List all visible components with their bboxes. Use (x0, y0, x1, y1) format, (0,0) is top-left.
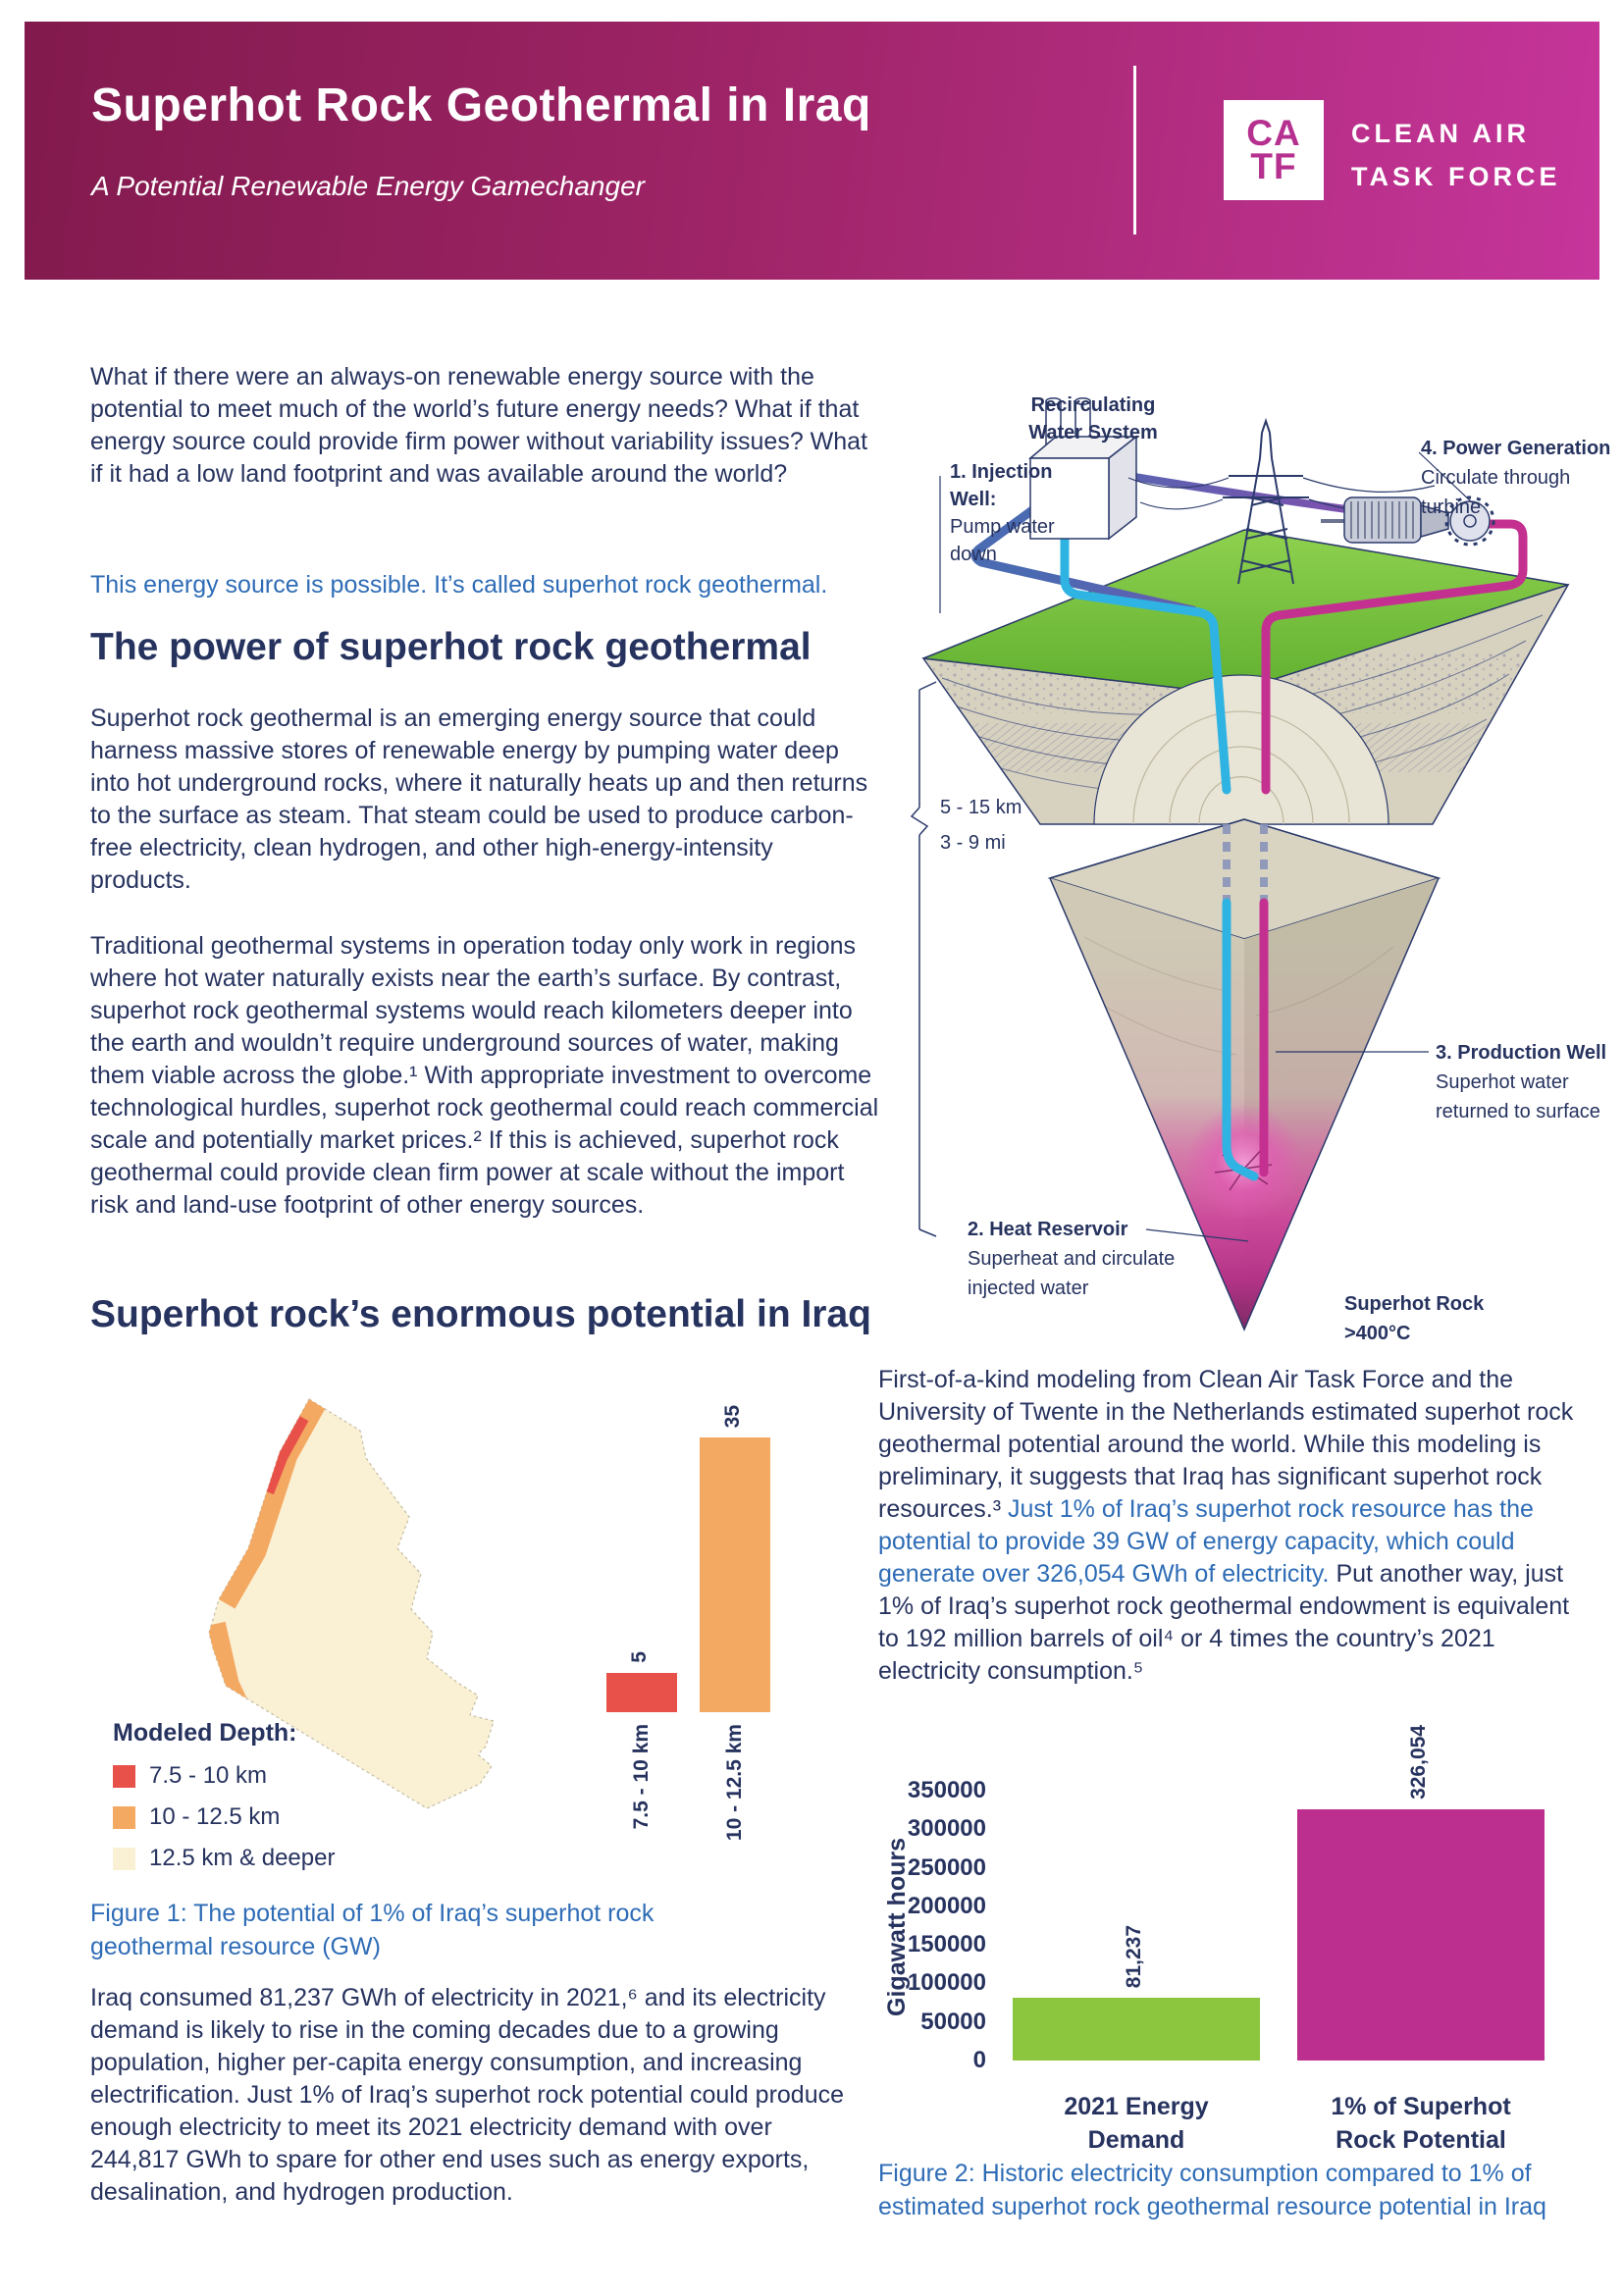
catf-logo-name (1351, 112, 1561, 198)
label-heat-3: injected water (968, 1278, 1089, 1299)
label-power-1: 4. Power Generation (1421, 438, 1611, 459)
category-line: Rock Potential (1336, 2126, 1506, 2154)
y-tick-label: 100000 (907, 1969, 986, 1997)
label-superhot-rock-1: Superhot Rock (1344, 1293, 1485, 1315)
fracture-zone (1187, 1106, 1301, 1220)
figure1-legend-title: Modeled Depth: (113, 1719, 297, 1747)
label-injection-2: Well: (950, 489, 997, 510)
label-heat-1: 2. Heat Reservoir (968, 1219, 1128, 1240)
label-injection-3: Pump water (950, 516, 1055, 538)
bar-value: 35 (721, 1404, 744, 1428)
y-tick-label: 250000 (907, 1853, 986, 1881)
section2-paragraph (878, 1364, 1575, 1688)
y-tick-label: 200000 (907, 1892, 986, 1919)
category-line: Demand (1087, 2126, 1185, 2154)
label-production-1: 3. Production Well (1436, 1042, 1607, 1064)
legend-swatch-cream (113, 1848, 135, 1870)
label-power-3: turbine (1421, 496, 1482, 518)
bar-value: 326,054 (1407, 1724, 1430, 1800)
figure2-y-ticks (878, 1777, 986, 2073)
section2-para-part3: Put another way, just 1% of Iraq’s superhot rock geothermal endowment is equivalent to 192 million barrels of oil⁴ or 4 times the country’s 2021 electricity consumption.⁵ (878, 1560, 1570, 1685)
y-tick-label: 0 (972, 2047, 986, 2073)
bar-value: 5 (628, 1651, 651, 1663)
section2-para-part1: First-of-a-kind modeling from Clean Air Task Force and the University of Twente in the Netherlands estimated superhot rock geothermal potential around the world. While this modeling is preliminary, it suggests that Iraq has significant superhot rock resources.³ (878, 1366, 1574, 1523)
legend-swatch-orange (113, 1806, 135, 1829)
legend-item-deeper (113, 1847, 335, 1870)
header-divider (1133, 66, 1136, 235)
depth-scale (912, 682, 936, 1236)
catf-logo-mark-line2: TF (1250, 146, 1297, 186)
catf-name-line1: CLEAN AIR (1351, 119, 1530, 148)
y-tick-label: 150000 (907, 1931, 986, 1958)
label-depth-mi: 3 - 9 mi (940, 832, 1006, 854)
section1-para1: Superhot rock geothermal is an emerging energy source that could harness massive stores of renewable energy by pumping water deep into hot underground rocks, where it naturally heats up and then returns to the surface as steam. That steam could be used to produce carbon-free electricity, clean hydrogen, and other high-energy-intensity products. (90, 704, 868, 894)
figure1-x-label-2: 10 - 12.5 km (723, 1724, 746, 1842)
bar-value: 81,237 (1123, 1924, 1145, 1989)
catf-logo (1224, 100, 1324, 200)
y-tick-label: 300000 (907, 1815, 986, 1843)
page-title: Superhot Rock Geothermal in Iraq (91, 79, 871, 131)
section3-paragraph: Iraq consumed 81,237 GWh of electricity in 2021,⁶ and its electricity demand is likely to rise in the coming decades due to a growing population, higher per-capita energy consumption, and increasing electrification. Just 1% of Iraq’s superhot rock potential could produce enough electricity to meet its 2021 electricity demand with over 244,817 GWh to spare for other end uses such as energy exports, desalination, and hydrogen production. (90, 1984, 845, 2206)
figure2-y-axis-label: Gigawatt hours (883, 1838, 911, 2016)
label-injection-4: down (950, 544, 997, 565)
legend-item-75-10 (113, 1764, 267, 1788)
figure1-caption: Figure 1: The potential of 1% of Iraq’s superhot rock geothermal resource (GW) (90, 1900, 655, 1960)
bar-fill-green (1013, 1998, 1260, 2061)
legend-item-10-125 (113, 1805, 280, 1829)
legend-label: 12.5 km & deeper (149, 1845, 336, 1871)
figure2-caption: Figure 2: Historic electricity consumption compared to 1% of estimated superhot rock geothermal resource potential in Iraq (878, 2160, 1546, 2220)
bar-fill-orange (700, 1437, 770, 1712)
section2-para-highlight: Just 1% of Iraq’s superhot rock resource has the potential to provide 39 GW of energy capacity, which could generate over 326,054 GWh of electricity. (878, 1495, 1534, 1588)
bar-fill-magenta (1297, 1809, 1545, 2061)
label-power-2: Circulate through (1421, 467, 1571, 489)
header-banner (25, 22, 1599, 280)
catf-name-line2: TASK FORCE (1351, 162, 1561, 191)
bar-fill-red (606, 1673, 677, 1712)
y-tick-label: 50000 (920, 2008, 986, 2035)
catf-logo-mark-line1: CA (1246, 112, 1301, 153)
label-depth-km: 5 - 15 km (940, 797, 1022, 818)
label-injection-1: 1. Injection (950, 461, 1053, 483)
figure2-category-1 (1013, 2090, 1260, 2157)
section1-heading: The power of superhot rock geothermal (90, 626, 812, 668)
figure1-bar-chart (589, 1404, 785, 1712)
label-recirculating-2: Water System (1028, 422, 1158, 444)
legend-label: 7.5 - 10 km (149, 1762, 268, 1789)
legend-label: 10 - 12.5 km (149, 1803, 281, 1830)
y-tick-label: 350000 (907, 1777, 986, 1803)
geothermal-diagram (883, 329, 1624, 1349)
figure2-bar-chart (996, 1724, 1545, 2061)
intro-paragraph: What if there were an always-on renewable energy source with the potential to meet much of the world’s future energy needs? What if that energy source could provide firm power without variability issues? What if it had a low land footprint and was available around the world? (90, 363, 868, 488)
label-production-2: Superhot water (1436, 1071, 1569, 1093)
category-line: 1% of Superhot (1331, 2093, 1511, 2120)
intro-highlight: This energy source is possible. It’s called superhot rock geothermal. (90, 571, 828, 599)
legend-swatch-red (113, 1765, 135, 1788)
label-production-3: returned to surface (1436, 1101, 1600, 1122)
label-heat-2: Superheat and circulate (968, 1248, 1176, 1270)
section1-para2: Traditional geothermal systems in operation today only work in regions where hot water naturally exists near the earth’s surface. By contrast, superhot rock geothermal systems would reach kilometers deeper into the earth and wouldn’t require underground sources of water, making them viable across the globe.¹ With appropriate investment to overcome technological hurdles, superhot rock geothermal could reach commercial scale and potentially market prices.² If this is achieved, superhot rock geothermal could provide clean firm power at scale without the import risk and land-use footprint of other energy sources. (90, 932, 879, 1219)
label-recirculating-1: Recirculating (1030, 394, 1156, 416)
page-subtitle: A Potential Renewable Energy Gamechanger (91, 171, 645, 201)
label-superhot-rock-2: >400°C (1344, 1323, 1411, 1344)
category-line: 2021 Energy (1064, 2093, 1209, 2120)
figure2-category-2 (1297, 2090, 1545, 2157)
figure1-x-label-1: 7.5 - 10 km (630, 1724, 653, 1830)
section2-heading: Superhot rock’s enormous potential in Iraq (90, 1293, 871, 1335)
